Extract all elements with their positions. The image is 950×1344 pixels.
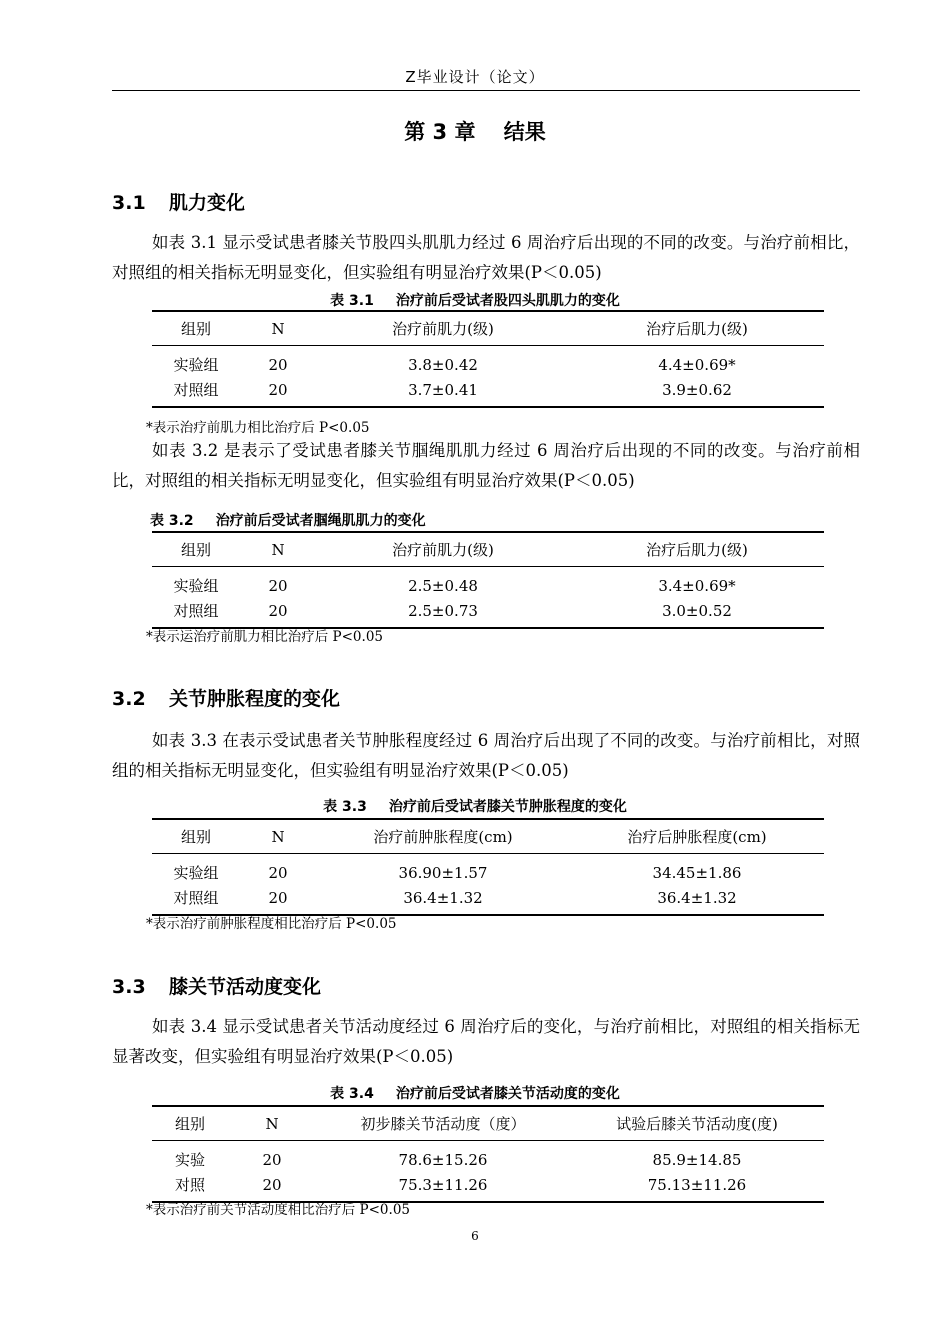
table-cell: 75.3±11.26 (398, 1175, 488, 1194)
table-row (152, 346, 824, 378)
table-header-row (152, 819, 824, 854)
table-row (152, 1141, 824, 1173)
section-title: 关节肿胀程度的变化 (169, 688, 341, 710)
table-cell: 36.4±1.32 (657, 888, 737, 907)
table-caption-text: 治疗前后受试者股四头肌肌力的变化 (395, 293, 620, 309)
column-header: 治疗后肌力(级) (646, 320, 748, 338)
section-heading-3-1 (112, 188, 245, 215)
table-caption-3-3 (0, 796, 950, 816)
table-caption-text: 治疗前后受试者膝关节肿胀程度的变化 (388, 799, 627, 815)
table-row (152, 885, 824, 915)
table-cell: 3.8±0.42 (408, 355, 478, 374)
column-header: 治疗前肿胀程度(cm) (373, 828, 513, 846)
table-cell: 3.4±0.69* (658, 576, 736, 595)
table-cell: 实验 (174, 1151, 205, 1169)
table-cell: 对照组 (173, 602, 219, 620)
running-header: Z毕业设计（论文） (405, 68, 545, 86)
section-number: 3.3 (112, 976, 146, 998)
column-header: 治疗后肌力(级) (646, 541, 748, 559)
column-header: 组别 (174, 1115, 205, 1133)
table-label: 表 3.4 (330, 1086, 374, 1102)
table-cell: 3.0±0.52 (662, 601, 732, 620)
table-cell: 36.90±1.57 (398, 863, 488, 882)
table-cell: 75.13±11.26 (647, 1175, 747, 1194)
table-cell: 20 (268, 888, 288, 907)
table-note: *表示治疗前关节活动度相比治疗后 P<0.05 (146, 1202, 410, 1218)
table-caption-3-4 (0, 1083, 950, 1103)
table-header-row (152, 311, 824, 346)
table-header-row (152, 1106, 824, 1141)
table-cell: 20 (268, 863, 288, 882)
table-cell: 34.45±1.86 (652, 863, 742, 882)
section-number: 3.1 (112, 192, 146, 214)
table-cell: 20 (268, 601, 288, 620)
table-3-3 (152, 818, 824, 916)
table-row (152, 567, 824, 599)
table-label: 表 3.3 (323, 799, 367, 815)
table-cell: 20 (268, 355, 288, 374)
table-label: 表 3.1 (330, 293, 374, 309)
table-note: *表示治疗前肿胀程度相比治疗后 P<0.05 (146, 916, 397, 932)
paragraph: 如表 3.3 在表示受试患者关节肿胀程度经过 6 周治疗后出现了不同的改变。与治疗前相比，对照组的相关指标无明显变化，但实验组有明显治疗效果(P＜0.05) (112, 731, 860, 780)
column-header: N (271, 827, 285, 846)
paragraph: 如表 3.4 显示受试患者关节活动度经过 6 周治疗后的变化，与治疗前相比，对照组的相关指标无显著改变，但实验组有明显治疗效果(P＜0.05) (112, 1017, 860, 1066)
paragraph: 如表 3.1 显示受试患者膝关节股四头肌肌力经过 6 周治疗后出现的不同的改变。与治疗前相比，对照组的相关指标无明显变化，但实验组有明显治疗效果(P＜0.05) (112, 233, 860, 282)
table-cell: 对照组 (173, 381, 219, 399)
table-3-1 (152, 310, 824, 408)
table-row (152, 854, 824, 886)
table-cell: 78.6±15.26 (398, 1150, 488, 1169)
column-header: N (265, 1114, 279, 1133)
table-cell: 20 (262, 1150, 282, 1169)
column-header: 试验后膝关节活动度(度) (616, 1115, 778, 1133)
column-header: 治疗后肿胀程度(cm) (627, 828, 767, 846)
table-cell: 3.7±0.41 (408, 380, 478, 399)
table-caption-text: 治疗前后受试者腘绳肌肌力的变化 (215, 513, 426, 529)
column-header: 治疗前肌力(级) (392, 320, 494, 338)
table-cell: 2.5±0.73 (408, 601, 478, 620)
table-cell: 3.9±0.62 (662, 380, 732, 399)
header-rule (112, 90, 860, 91)
table-header-row (152, 532, 824, 567)
table-row (152, 377, 824, 407)
section-heading-3-2 (112, 684, 340, 711)
table-note: *表示治疗前肌力相比治疗后 P<0.05 (146, 420, 370, 436)
table-caption-3-2 (150, 510, 426, 530)
table-cell: 4.4±0.69* (658, 355, 736, 374)
table-caption-3-1 (0, 290, 950, 310)
table-caption-text: 治疗前后受试者膝关节活动度的变化 (395, 1086, 620, 1102)
table-note: *表示运治疗前肌力相比治疗后 P<0.05 (146, 629, 383, 645)
table-cell: 实验组 (173, 577, 219, 595)
column-header: N (271, 319, 285, 338)
table-cell: 实验组 (173, 864, 219, 882)
section-number: 3.2 (112, 688, 146, 710)
table-cell: 对照 (174, 1176, 205, 1194)
column-header: N (271, 540, 285, 559)
table-cell: 36.4±1.32 (403, 888, 483, 907)
section-title: 肌力变化 (169, 192, 246, 214)
table-cell: 85.9±14.85 (652, 1150, 742, 1169)
column-header: 组别 (180, 320, 211, 338)
column-header: 治疗前肌力(级) (392, 541, 494, 559)
section-heading-3-3 (112, 972, 321, 999)
table-3-2 (152, 531, 824, 629)
table-cell: 2.5±0.48 (408, 576, 478, 595)
column-header: 组别 (180, 828, 211, 846)
section-title: 膝关节活动度变化 (169, 976, 322, 998)
column-header: 初步膝关节活动度（度） (360, 1115, 526, 1133)
table-label: 表 3.2 (150, 513, 194, 529)
column-header: 组别 (180, 541, 211, 559)
table-row (152, 598, 824, 628)
page-number: 6 (471, 1229, 479, 1243)
table-cell: 20 (268, 380, 288, 399)
table-3-4 (152, 1105, 824, 1203)
chapter-title: 第 3 章 结果 (404, 120, 546, 144)
paragraph: 如表 3.2 是表示了受试患者膝关节腘绳肌肌力经过 6 周治疗后出现的不同的改变。与治疗前相比，对照组的相关指标无明显变化，但实验组有明显治疗效果(P＜0.05) (112, 441, 860, 490)
table-cell: 20 (262, 1175, 282, 1194)
table-cell: 20 (268, 576, 288, 595)
table-cell: 实验组 (173, 356, 219, 374)
table-cell: 对照组 (173, 889, 219, 907)
